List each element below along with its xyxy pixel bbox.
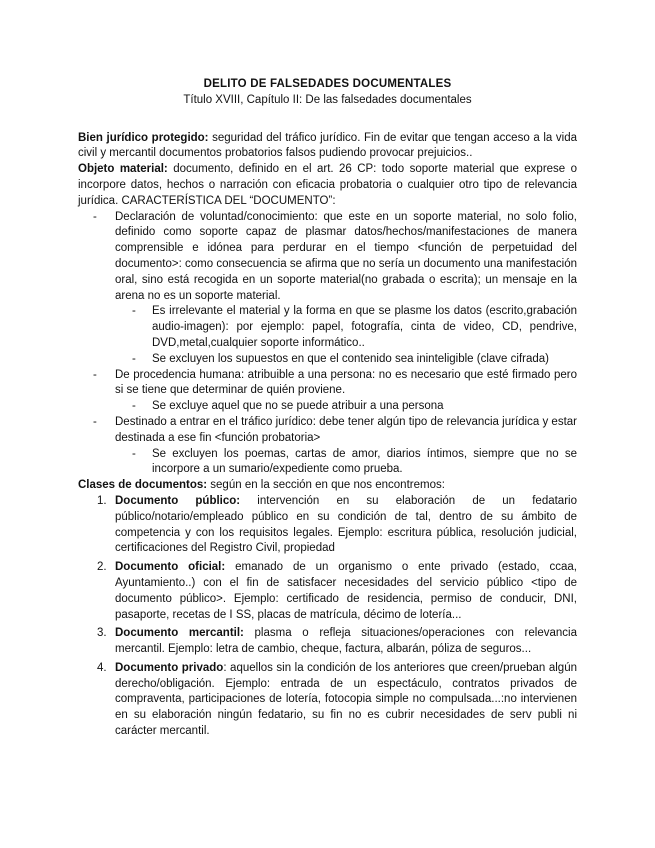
clase-text: plasma o refleja situaciones/operaciones con relevancia mercantil. Ejemplo: letra de cambio, cheque, factura, albarán, póliza de seguros... — [115, 627, 577, 656]
sub-item — [115, 399, 577, 415]
objeto-material-paragraph — [78, 162, 577, 209]
caracteristica-item-3 — [78, 415, 577, 447]
clase-text: emanado de un organismo o ente privado (estado, ccaa, Ayuntamiento..) con el fin de satisfacer necesidades del servicio público <tipo de documento público>. Ejemplo: certificado de residencia, permiso de conducir, DNI, pasaporte, recetas de I SS, placas de matrícula, décimo de lotería... — [115, 561, 577, 621]
item-number: 3. — [97, 627, 107, 640]
dash-marker: - — [132, 352, 136, 365]
sub-item-text: Se excluyen los supuestos en que el contenido sea ininteligible (clave cifrada) — [152, 352, 549, 365]
sub-item-text: Se excluyen los poemas, cartas de amor, diarios íntimos, siempre que no se incorpore a un sumario/expediente como prueba. — [152, 447, 577, 476]
dash-marker: - — [132, 400, 136, 413]
clase-label: Documento privado — [115, 661, 224, 674]
clases-text: según en la sección en que nos encontremos: — [207, 479, 445, 492]
sub-list — [115, 447, 577, 479]
dash-marker: - — [93, 368, 97, 381]
objeto-material-label: Objeto material: — [78, 163, 168, 176]
caracteristica-text: Declaración de voluntad/conocimiento: que este en un soporte material, no solo folio, definido como soporte capaz de plasmar datos/hechos/manifestaciones de manera comprensible e idónea para perdurar en el tiempo <función de perpetuidad del documento>: como consecuencia se afirma que no sería un documento una manifestación oral, sino está recogida en un soporte material(no grabada o escrita); un mensaje en la arena no es un soporte material. — [115, 210, 577, 302]
caracteristica-text: Destinado a entrar en el tráfico jurídico: debe tener algún tipo de relevancia jurídica y estar destinada a ese fin <función probatoria> — [115, 415, 577, 444]
caracteristica-text: De procedencia humana: atribuible a una persona: no es necesario que esté firmado pero si se tiene que determinar de quién proviene. — [115, 368, 577, 397]
caracteristica-sublist-2 — [78, 399, 577, 415]
dash-marker: - — [132, 447, 136, 460]
caracteristica-sublist-1 — [78, 304, 577, 367]
document-title: DELITO DE FALSEDADES DOCUMENTALES — [203, 78, 452, 90]
caracteristica-item-1 — [78, 210, 577, 305]
sub-item-text: Se excluye aquel que no se puede atribuir a una persona — [152, 400, 444, 413]
sub-item-text: Es irrelevante el material y la forma en que se plasme los datos (escrito,grabación audio-imagen): por ejemplo: papel, fotografía, cinta de video, CD, pendrive, DVD,metal,cualquier soporte informático.. — [152, 305, 577, 349]
bien-juridico-text: seguridad del tráfico jurídico. Fin de evitar que tengan acceso a la vida civil y mercantil documentos probatorios falsos pudiendo provocar prejuicios.. — [78, 131, 577, 160]
bien-juridico-label: Bien jurídico protegido: — [78, 131, 209, 144]
clase-item-3 — [78, 626, 577, 658]
caracteristica-item-2 — [78, 368, 577, 400]
objeto-material-text: documento, definido en el art. 26 CP: todo soporte material que exprese o incorpore datos, hechos o narración con eficacia probatoria o cualquier otro tipo de relevancia jurídica. CARACTERÍSTICA DEL “DOCUMENTO”: — [78, 163, 577, 207]
clase-item-4 — [78, 661, 577, 740]
sub-list — [115, 304, 577, 367]
clase-text: : aquellos sin la condición de los anteriores que creen/prueban algún derecho/obligación. Ejemplo: entrada de un espectáculo, contratos privados de compraventa, participaciones de lotería, fotocopia simple no compulsada...:no intervienen en su elaboración ningún fedatario, su fin no es cubrir necesidades de serv publi ni carácter mercantil. — [115, 661, 577, 738]
clases-list — [78, 494, 577, 740]
sub-list — [115, 399, 577, 415]
bien-juridico-paragraph — [78, 131, 577, 163]
dash-marker: - — [93, 415, 97, 428]
caracteristica-sublist-3 — [78, 447, 577, 479]
sub-item — [115, 304, 577, 351]
document-subtitle: Título XVIII, Capítulo II: De las falsedades documentales — [183, 93, 472, 106]
sub-item — [115, 447, 577, 479]
item-number: 2. — [97, 561, 107, 574]
clase-label: Documento oficial: — [115, 561, 226, 574]
clases-label: Clases de documentos: — [78, 479, 208, 492]
caracteristicas-list — [78, 210, 577, 479]
dash-marker: - — [93, 210, 97, 223]
clase-label: Documento público: — [115, 494, 241, 507]
clases-paragraph — [78, 478, 577, 494]
clase-item-1 — [78, 494, 577, 557]
dash-marker: - — [132, 305, 136, 318]
item-number: 4. — [97, 661, 107, 674]
clase-label: Documento mercantil: — [115, 627, 244, 640]
clase-text: intervención en su elaboración de un fedatario público/notario/empleado público en su condición de tal, dentro de su ámbito de competencia y con los requisitos legales. Ejemplo: escritura pública, resolución judicial, certificaciones del Registro Civil, propiedad — [115, 494, 577, 555]
sub-item — [115, 352, 577, 368]
item-number: 1. — [97, 494, 107, 507]
clase-item-2 — [78, 560, 577, 623]
